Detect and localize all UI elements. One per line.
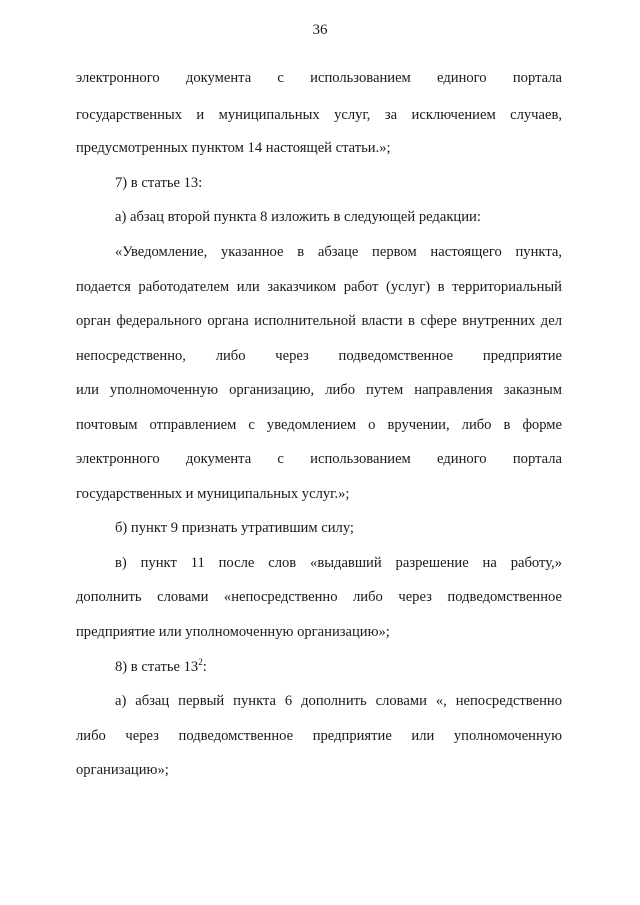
text-line: 8) в статье 13 (115, 659, 199, 675)
line-suffix: : (202, 659, 207, 675)
text-line: б) пункт 9 признать утратившим силу; (115, 520, 354, 536)
text-line: почтовым отправлением с уведомлением о вручении, либо в форме (76, 417, 562, 433)
text-line: а) абзац второй пункта 8 изложить в следующей редакции: (115, 209, 481, 225)
text-line: государственных и муниципальных услуг.»; (76, 486, 350, 502)
text-line-with-superscript (115, 657, 562, 677)
text-line: государственных и муниципальных услуг, за исключением случаев, (76, 107, 562, 123)
text-line: либо через подведомственное предприятие или уполномоченную (76, 728, 562, 744)
superscript: 2 (198, 657, 203, 668)
text-line: непосредственно, либо через подведомственное предприятие (76, 348, 562, 364)
text-line: организацию»; (76, 762, 169, 778)
page-number: 36 (312, 22, 328, 38)
text-line: электронного документа с использованием единого портала (76, 70, 562, 86)
text-line: предприятие или уполномоченную организацию»; (76, 624, 390, 640)
text-line: или уполномоченную организацию, либо путем направления заказным (76, 382, 562, 398)
text-line: 7) в статье 13: (115, 175, 203, 191)
text-line: а) абзац первый пункта 6 дополнить словами «, непосредственно (115, 693, 562, 709)
text-line: дополнить словами «непосредственно либо через подведомственное (76, 589, 562, 605)
text-line: орган федерального органа исполнительной власти в сфере внутренних дел (76, 313, 562, 329)
text-line: подается работодателем или заказчиком работ (услуг) в территориальный (76, 279, 562, 295)
text-line: электронного документа с использованием единого портала (76, 451, 562, 467)
text-line: в) пункт 11 после слов «выдавший разрешение на работу,» (115, 555, 562, 571)
text-line: предусмотренных пунктом 14 настоящей статьи.»; (76, 140, 391, 156)
text-line: «Уведомление, указанное в абзаце первом настоящего пункта, (115, 244, 562, 260)
